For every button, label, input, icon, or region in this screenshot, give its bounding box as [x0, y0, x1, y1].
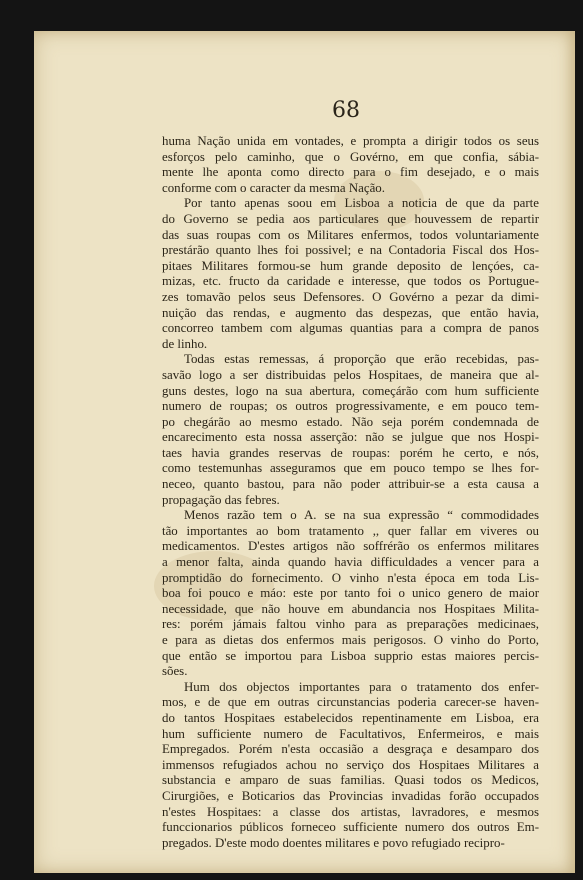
text-line: taes havia grandes reservas de roupas: porém he certo, e nós,	[162, 445, 539, 460]
text-line: do tantos Hospitaes estabelecidos repentinamente em Lisboa, era	[162, 710, 539, 725]
text-line: funccionarios públicos forneceo sufficiente numero dos outros Em-	[162, 820, 539, 835]
text-line: como testemunhas asseguramos que em pouco tempo se lhes for-	[162, 461, 539, 476]
text-line: de linho.	[162, 336, 208, 351]
text-line: res: porém jámais faltou vinho para as preparações medicinaes,	[162, 617, 539, 632]
text-line: boa foi pouco e máo: este por tanto foi o unico genero de maior	[162, 586, 539, 601]
text-line: prestárão quanto lhes foi possivel; e na Contadoria Fiscal dos Hos-	[162, 243, 539, 258]
text-line: Empregados. Porém n'esta occasião a desgraça e desamparo dos	[162, 742, 539, 757]
text-line: concorreo tambem com algumas quantias para a compra de panos	[162, 321, 539, 336]
body-text	[162, 134, 539, 851]
paragraph	[162, 352, 539, 508]
text-line: guns destes, logo na sua abertura, começárão com hum sufficiente	[162, 383, 539, 398]
text-line: pregados. D'este modo doentes militares e povo refugiado recipro-	[162, 835, 505, 850]
text-line: conforme com o caracter da mesma Nação.	[162, 180, 385, 195]
text-line: po chegárão ao mesmo estado. Não seja porém condemnada de	[162, 414, 539, 429]
text-line: promptidão do fornecimento. O vinho n'esta época em toda Lis-	[162, 570, 539, 585]
text-line: numero de roupas; os outros progressivamente, e em pouco tem-	[162, 399, 539, 414]
text-line: Cirurgiões, e Boticarios das Provincias invadidas forão occupados	[162, 788, 539, 803]
text-line: zes tomavão pelos seus Defensores. O Govérno a pezar da dimi-	[162, 289, 539, 304]
text-line: das suas roupas com os Militares enfermos, todos voluntariamente	[162, 227, 539, 242]
text-line: Hum dos objectos importantes para o tratamento dos enfer-	[184, 679, 539, 694]
text-line: medicamentos. D'estes artigos não soffrérão os enfermos militares	[162, 539, 539, 554]
text-line: a menor falta, ainda quando havia difficuldades a vencer para a	[162, 555, 539, 570]
text-line: immensos refugiados achou no serviço dos Hospitaes Militares a	[162, 757, 539, 772]
text-line: mos, e de que em outras circunstancias poderia carecer-se haven-	[162, 695, 539, 710]
text-line: n'estes Hospitaes: a classe dos artistas, lavradores, e mesmos	[162, 804, 539, 819]
text-line: mizas, etc. fructo da caridade e interesse, que todos os Portugue-	[162, 274, 539, 289]
text-line: necessidade, que não houve em abundancia nos Hospitaes Milita-	[162, 601, 539, 616]
text-line: propagação das febres.	[162, 492, 280, 507]
paragraph	[162, 196, 539, 352]
text-line: huma Nação unida em vontades, e prompta a dirigir todos os seus	[162, 134, 539, 148]
paragraph	[162, 508, 539, 680]
text-line: sões.	[162, 664, 188, 679]
text-line: que então se importou para Lisboa supprio estas maiores percis-	[162, 648, 539, 663]
text-line: esforços pelo caminho, que o Govérno, em que confia, sábia-	[162, 149, 539, 164]
text-line: savão logo a ser distribuidas pelos Hospitaes, de maneira que al-	[162, 367, 539, 382]
text-line: tão importantes ao bom tratamento ,, quer fallar em viveres ou	[162, 523, 539, 538]
paragraph	[162, 134, 539, 196]
text-line: substancia e amparo de suas familias. Quasi todos os Medicos,	[162, 773, 539, 788]
page-number: 68	[332, 98, 360, 123]
text-line: encarecimento esta nossa asserção: não se julgue que nos Hospi-	[162, 430, 539, 445]
text-line: mente lhe aponta como directo para o fim desejado, e o mais	[162, 165, 539, 180]
text-line: Por tanto apenas soou em Lisboa a noticia de que da parte	[184, 196, 539, 211]
text-line: pitaes Militares formou-se hum grande deposito de lençóes, ca-	[162, 258, 539, 273]
text-line: e para as dietas dos enfermos mais perigosos. O vinho do Porto,	[162, 633, 539, 647]
paragraph	[162, 680, 539, 852]
text-line: Menos razão tem o A. se na sua expressão “ commodidades	[184, 508, 539, 523]
text-line: nuição das rendas, e augmento das despezas, que então havia,	[162, 305, 539, 320]
text-line: neceo, quanto bastou, para não poder attribuir-se a esta causa a	[162, 477, 539, 492]
text-line: hum sufficiente numero de Facultativos, Enfermeiros, e mais	[162, 726, 539, 741]
text-line: Todas estas remessas, á proporção que erão recebidas, pas-	[184, 352, 539, 367]
text-line: do Governo se pedia aos particulares que houvessem de repartir	[162, 211, 539, 226]
